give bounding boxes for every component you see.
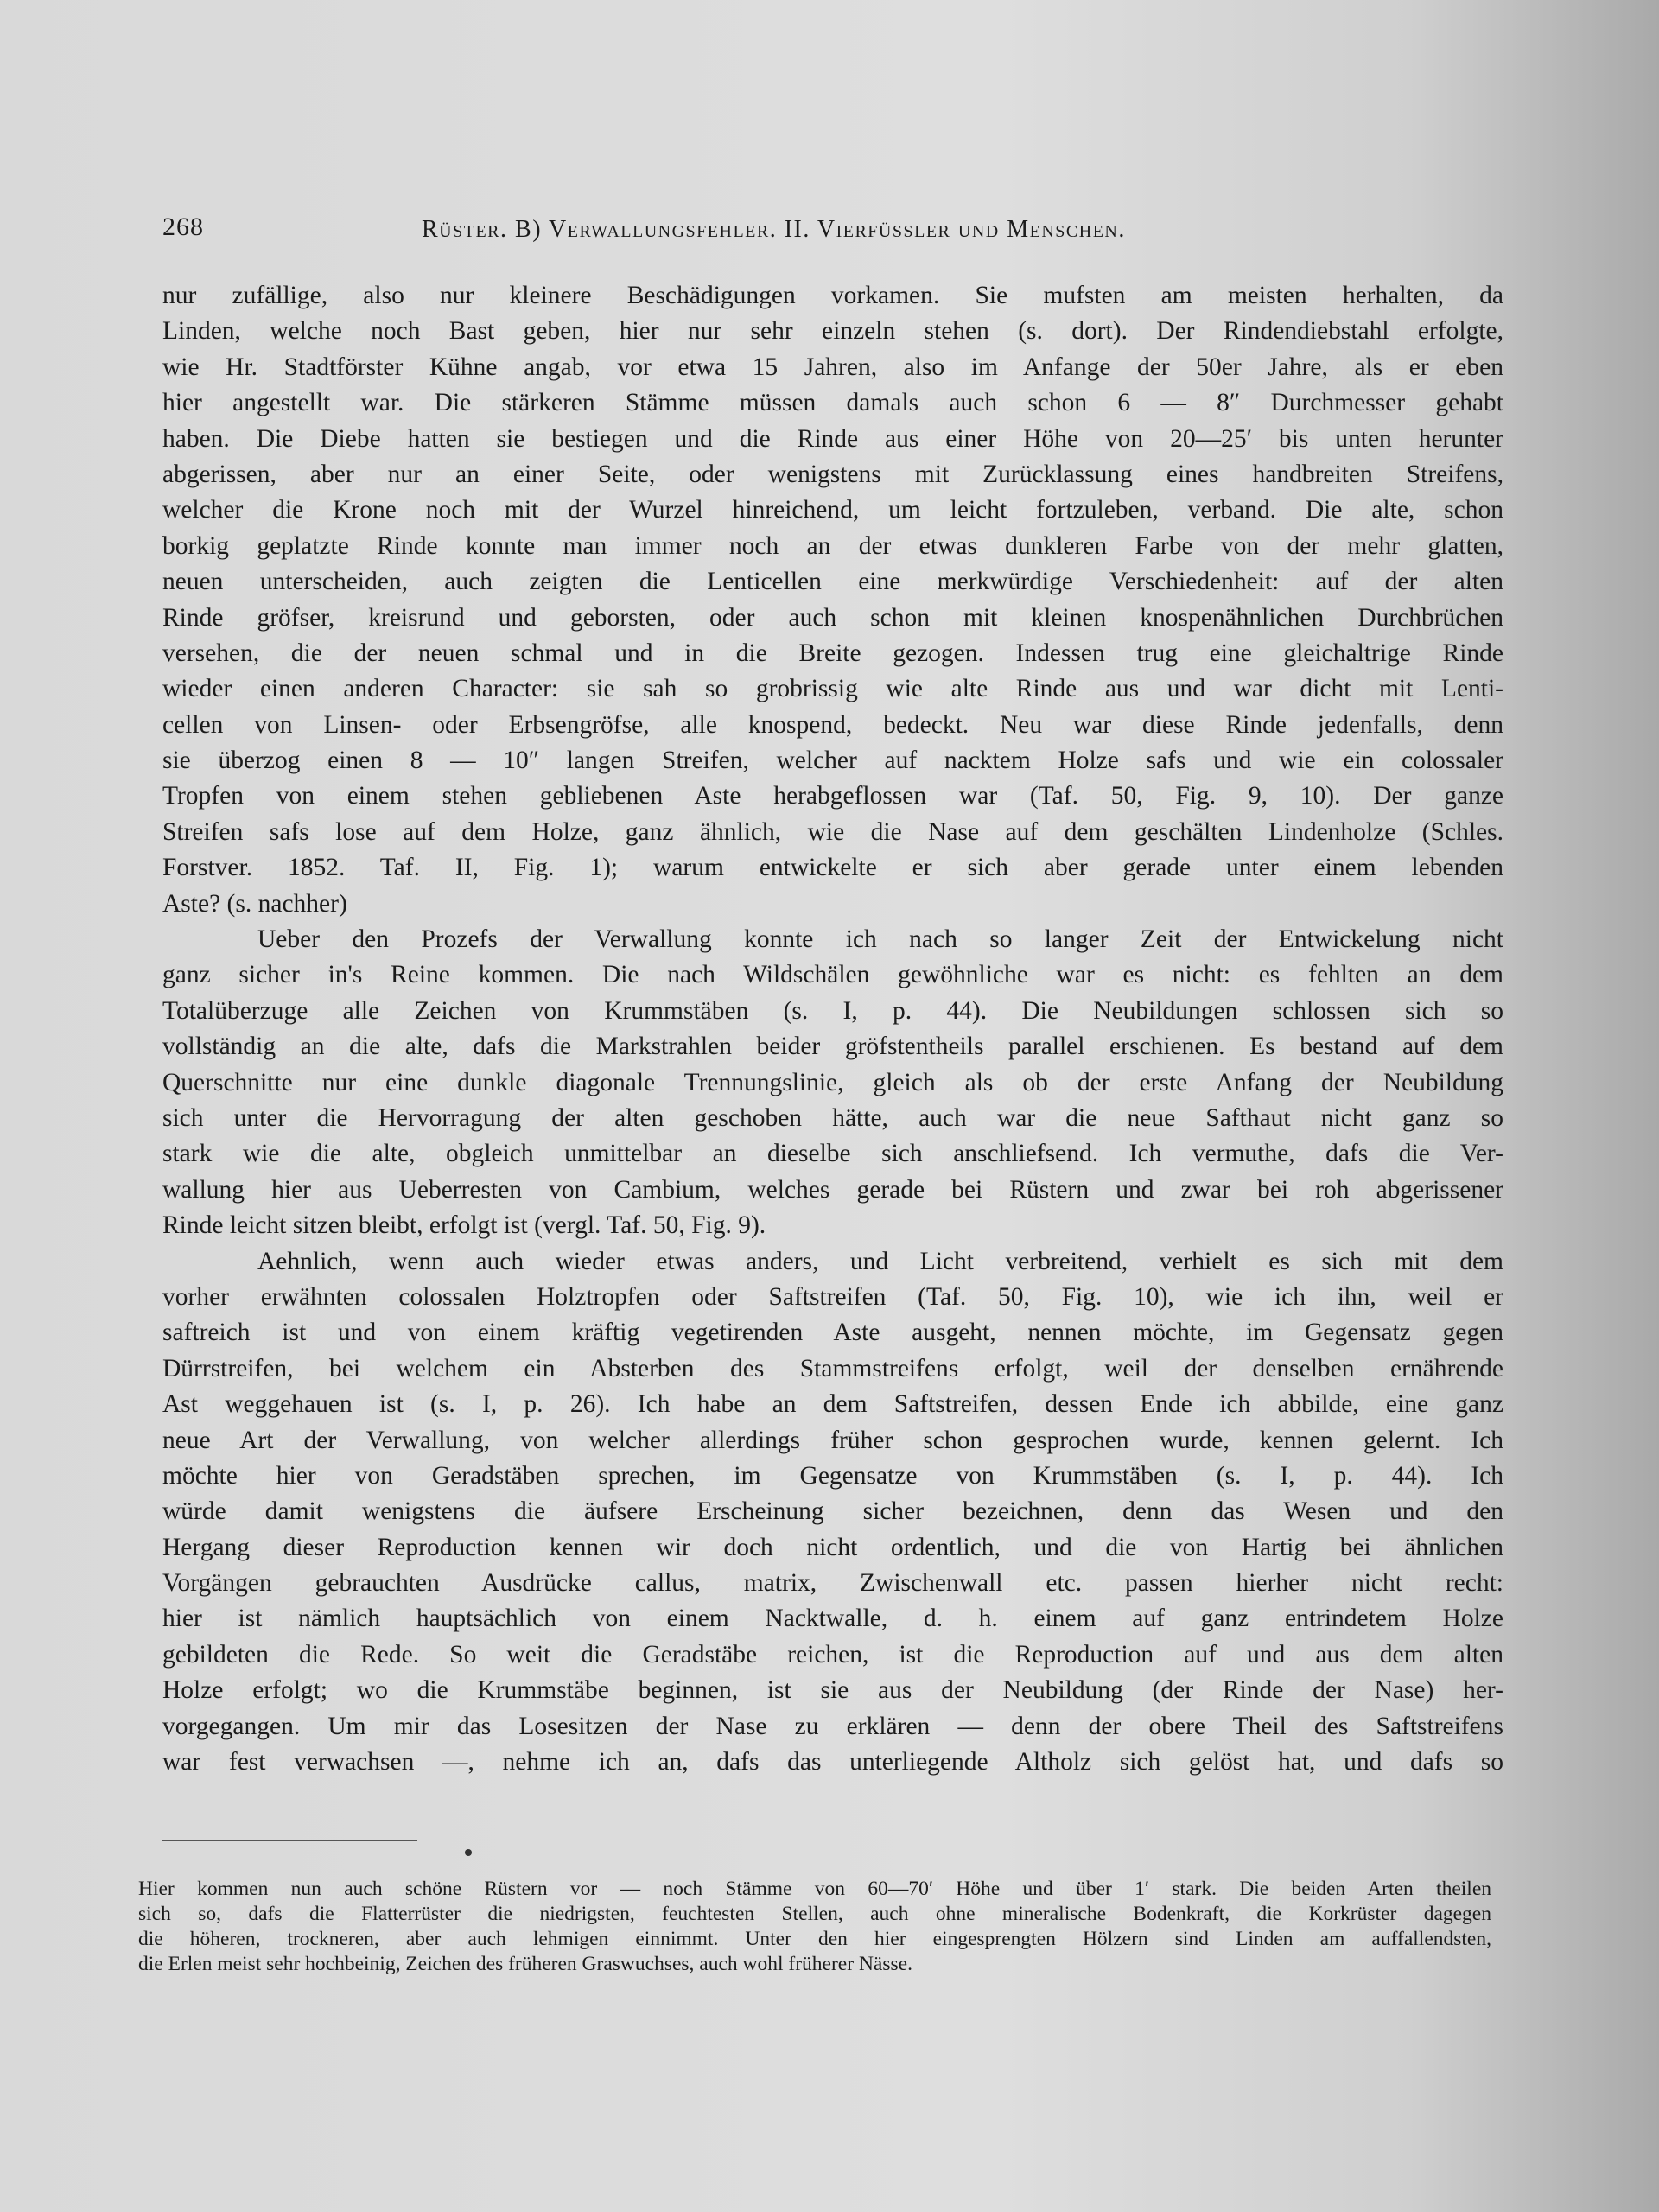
body-line: vorher erwähnten colossalen Holztropfen oder Saftstreifen (Taf. 50, Fig. 10), wie ich ihn, weil er	[162, 1282, 1503, 1311]
body-line: Rinde gröfser, kreisrund und geborsten, oder auch schon mit kleinen knospenähnlichen Durchbrüchen	[162, 603, 1503, 632]
body-line: Vorgängen gebrauchten Ausdrücke callus, matrix, Zwischenwall etc. passen hierher nicht recht:	[162, 1569, 1503, 1598]
body-line: Hergang dieser Reproduction kennen wir doch nicht ordentlich, und die von Hartig bei ähnlichen	[162, 1533, 1503, 1561]
body-line: abgerissen, aber nur an einer Seite, oder wenigstens mit Zurücklassung eines handbreiten Streifens,	[162, 460, 1503, 488]
body-line: Tropfen von einem stehen gebliebenen Aste herabgeflossen war (Taf. 50, Fig. 9, 10). Der ganze	[162, 782, 1503, 810]
body-line: hier ist nämlich hauptsächlich von einem Nacktwalle, d. h. einem auf ganz entrindetem Holze	[162, 1605, 1503, 1633]
footnote-divider	[162, 1840, 417, 1841]
body-line: haben. Die Diebe hatten sie bestiegen und die Rinde aus einer Höhe von 20—25′ bis unten herunter	[162, 424, 1503, 453]
body-line: Forstver. 1852. Taf. II, Fig. 1); warum entwickelte er sich aber gerade unter einem lebenden	[162, 854, 1503, 882]
body-line: Aste? (s. nachher)	[162, 889, 347, 918]
footnote-line: Hier kommen nun auch schöne Rüstern vor — noch Stämme von 60—70′ Höhe und über 1′ stark. Die beiden Arten theilen	[138, 1878, 1491, 1900]
footnote-dot	[465, 1849, 472, 1856]
page-number: 268	[162, 213, 204, 241]
body-line: Querschnitte nur eine dunkle diagonale Trennungslinie, gleich als ob der erste Anfang der Neubildung	[162, 1068, 1503, 1096]
body-line: wallung hier aus Ueberresten von Cambium, welches gerade bei Rüstern und zwar bei roh abgerissener	[162, 1175, 1503, 1204]
body-line: Holze erfolgt; wo die Krummstäbe beginnen, ist sie aus der Neubildung (der Rinde der Nase) her-	[162, 1676, 1503, 1705]
body-line: cellen von Linsen- oder Erbsengröfse, alle knospend, bedeckt. Neu war diese Rinde jedenfalls, denn	[162, 710, 1503, 739]
body-line: sich unter die Hervorragung der alten geschoben hätte, auch war die neue Safthaut nicht ganz so	[162, 1103, 1503, 1132]
body-line: vollständig an die alte, dafs die Markstrahlen beider gröfstentheils parallel erschienen. Es bestand auf dem	[162, 1033, 1503, 1061]
footnote-line: sich so, dafs die Flatterrüster die niedrigsten, feuchtesten Stellen, auch ohne mineralische Bodenkraft, die Korkrüster dagegen	[138, 1903, 1491, 1925]
body-line: möchte hier von Geradstäben sprechen, im Gegensatze von Krummstäben (s. I, p. 44). Ich	[162, 1461, 1503, 1490]
body-line: Streifen safs lose auf dem Holze, ganz ähnlich, wie die Nase auf dem geschälten Lindenholze (Schles.	[162, 817, 1503, 846]
body-line: Ueber den Prozefs der Verwallung konnte ich nach so langer Zeit der Entwickelung nicht	[257, 925, 1503, 954]
body-line: wie Hr. Stadtförster Kühne angab, vor etwa 15 Jahren, also im Anfange der 50er Jahre, als er eben	[162, 353, 1503, 381]
body-line: Aehnlich, wenn auch wieder etwas anders, und Licht verbreitend, verhielt es sich mit dem	[257, 1247, 1503, 1275]
body-line: Rinde leicht sitzen bleibt, erfolgt ist (vergl. Taf. 50, Fig. 9).	[162, 1211, 766, 1240]
body-line: borkig geplatzte Rinde konnte man immer noch an der etwas dunkleren Farbe von der mehr glatten,	[162, 531, 1503, 560]
footnote-line: die Erlen meist sehr hochbeinig, Zeichen des früheren Graswuchses, auch wohl früherer Nässe.	[138, 1953, 912, 1975]
body-line: hier angestellt war. Die stärkeren Stämme müssen damals auch schon 6 — 8″ Durchmesser gehabt	[162, 389, 1503, 417]
body-text	[162, 278, 1503, 1780]
body-line: würde damit wenigstens die äufsere Erscheinung sicher bezeichnen, denn das Wesen und den	[162, 1497, 1503, 1526]
body-line: stark wie die alte, obgleich unmittelbar an dieselbe sich anschliefsend. Ich vermuthe, dafs die Ver-	[162, 1140, 1503, 1168]
body-line: war fest verwachsen —, nehme ich an, dafs das unterliegende Altholz sich gelöst hat, und dafs so	[162, 1748, 1503, 1777]
page-header	[162, 213, 1510, 256]
running-head: Rüster. B) Verwallungsfehler. II. Vierfüssler und Menschen.	[422, 216, 1126, 243]
body-line: sie überzog einen 8 — 10″ langen Streifen, welcher auf nacktem Holze safs und wie ein colossaler	[162, 747, 1503, 775]
body-line: Linden, welche noch Bast geben, hier nur sehr einzeln stehen (s. dort). Der Rindendiebstahl erfolgte,	[162, 317, 1503, 346]
body-line: vorgegangen. Um mir das Losesitzen der Nase zu erklären — denn der obere Theil des Saftstreifens	[162, 1712, 1503, 1740]
body-line: ganz sicher in's Reine kommen. Die nach Wildschälen gewöhnliche war es nicht: es fehlten an dem	[162, 961, 1503, 989]
footnote	[138, 1877, 1491, 1977]
body-line: Ast weggehauen ist (s. I, p. 26). Ich habe an dem Saftstreifen, dessen Ende ich abbilde, eine ganz	[162, 1390, 1503, 1419]
body-line: gebildeten die Rede. So weit die Geradstäbe reichen, ist die Reproduction auf und aus dem alten	[162, 1640, 1503, 1669]
body-line: neue Art der Verwallung, von welcher allerdings früher schon gesprochen wurde, kennen gelernt. Ich	[162, 1426, 1503, 1454]
body-line: Dürrstreifen, bei welchem ein Absterben des Stammstreifens erfolgt, weil der denselben ernährende	[162, 1354, 1503, 1382]
body-line: welcher die Krone noch mit der Wurzel hinreichend, um leicht fortzuleben, verband. Die alte, schon	[162, 496, 1503, 524]
body-line: versehen, die der neuen schmal und in die Breite gezogen. Indessen trug eine gleichaltrige Rinde	[162, 639, 1503, 667]
body-line: wieder einen anderen Character: sie sah so grobrissig wie alte Rinde aus und war dicht mit Lenti-	[162, 675, 1503, 703]
body-line: nur zufällige, also nur kleinere Beschädigungen vorkamen. Sie mufsten am meisten herhalten, da	[162, 282, 1503, 309]
body-line: neuen unterscheiden, auch zeigten die Lenticellen eine merkwürdige Verschiedenheit: auf der alten	[162, 568, 1503, 596]
footnote-line: die höheren, trockneren, aber auch lehmigen einnimmt. Unter den hier eingesprengten Hölzern sind Linden am auffallendsten,	[138, 1928, 1491, 1950]
body-line: Totalüberzuge alle Zeichen von Krummstäben (s. I, p. 44). Die Neubildungen schlossen sich so	[162, 996, 1503, 1025]
body-line: saftreich ist und von einem kräftig vegetirenden Aste ausgeht, nennen möchte, im Gegensatz gegen	[162, 1319, 1503, 1347]
